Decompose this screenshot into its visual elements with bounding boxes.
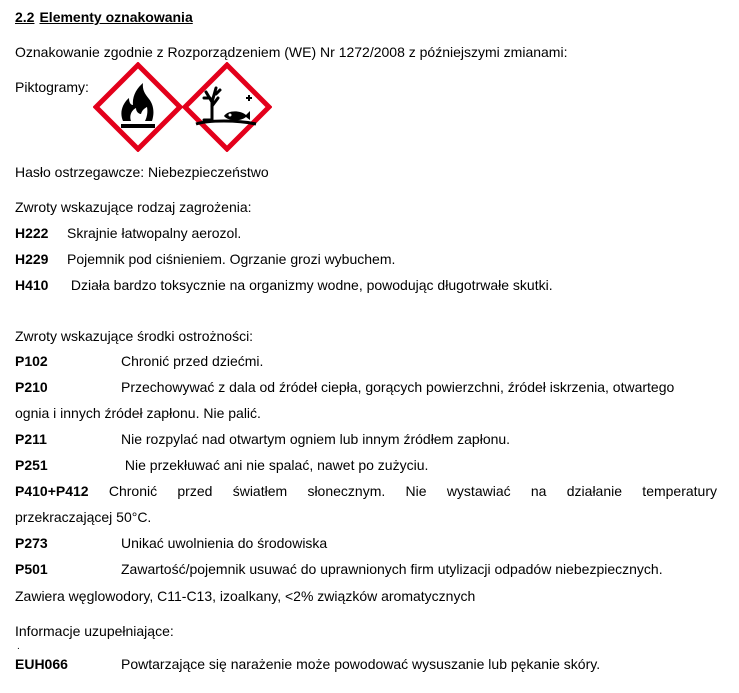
hazard-code: H222 bbox=[15, 225, 49, 241]
hazard-text: Pojemnik pod ciśnieniem. Ogrzanie grozi wybuchem. bbox=[67, 251, 396, 267]
section-title: Elementy oznakowania bbox=[39, 9, 193, 25]
hazard-code: H229 bbox=[15, 251, 49, 267]
dot-mark: . bbox=[17, 641, 20, 652]
contains-text: Zawiera węglowodory, C11-C13, izoalkany, <2% związków aromatycznych bbox=[15, 588, 476, 604]
precaution-text: Zawartość/pojemnik usuwać do uprawnionych firm utylizacji odpadów niebezpiecznych. bbox=[121, 561, 663, 577]
hazard-text: Działa bardzo toksycznie na organizmy wodne, powodując długotrwałe skutki. bbox=[67, 277, 553, 293]
hazard-statement bbox=[15, 276, 553, 294]
signal-word: Hasło ostrzegawcze: Niebezpieczeństwo bbox=[15, 164, 269, 180]
precaution-text-continued: przekraczającej 50°C. bbox=[15, 509, 152, 525]
euh-text: Powtarzające się narażenie może powodować wysuszanie lub pękanie skóry. bbox=[121, 656, 601, 672]
euh-code: EUH066 bbox=[15, 656, 68, 672]
precaution-text: Przechowywać z dala od źródeł ciepła, gorących powierzchni, źródeł iskrzenia, otwartego bbox=[121, 379, 675, 395]
precaution-text: Nie rozpylać nad otwartym ogniem lub innym źródłem zapłonu. bbox=[121, 431, 511, 447]
precaution-justified-line bbox=[15, 478, 717, 504]
hazard-statement bbox=[15, 224, 241, 242]
supplementary-heading: Informacje uzupełniające: bbox=[15, 623, 174, 639]
environment-pictogram-icon bbox=[182, 62, 272, 152]
precaution-code: P501 bbox=[15, 561, 48, 577]
precaution-text-continued: ognia i innych źródeł zapłonu. Nie palić. bbox=[15, 405, 261, 421]
precaution-code: P410+P412 bbox=[15, 483, 89, 499]
hazard-heading: Zwroty wskazujące rodzaj zagrożenia: bbox=[15, 199, 252, 215]
hazard-text: Skrajnie łatwopalny aerozol. bbox=[67, 225, 242, 241]
precaution-code: P210 bbox=[15, 379, 48, 395]
precaution-heading: Zwroty wskazujące środki ostrożności: bbox=[15, 328, 254, 344]
section-number: 2.2 bbox=[15, 9, 35, 25]
precaution-code: P273 bbox=[15, 535, 48, 551]
hazard-statement bbox=[15, 250, 395, 268]
precaution-text: Nie przekłuwać ani nie spalać, nawet po zużyciu. bbox=[121, 457, 429, 473]
section-heading bbox=[15, 8, 193, 26]
precaution-code: P251 bbox=[15, 457, 48, 473]
precaution-code: P211 bbox=[15, 431, 47, 447]
precaution-text: Unikać uwolnienia do środowiska bbox=[121, 535, 328, 551]
precaution-code: P102 bbox=[15, 353, 48, 369]
precaution-text: Chronić przed światłem słonecznym. Nie wystawiać na działanie temperatury bbox=[108, 483, 717, 499]
intro-text: Oznakowanie zgodnie z Rozporządzeniem (WE) Nr 1272/2008 z późniejszymi zmianami: bbox=[15, 44, 568, 60]
flame-pictogram-icon bbox=[93, 62, 183, 152]
pictograms-label: Piktogramy: bbox=[15, 79, 89, 95]
precaution-text: Chronić przed dziećmi. bbox=[121, 353, 264, 369]
hazard-code: H410 bbox=[15, 277, 49, 293]
